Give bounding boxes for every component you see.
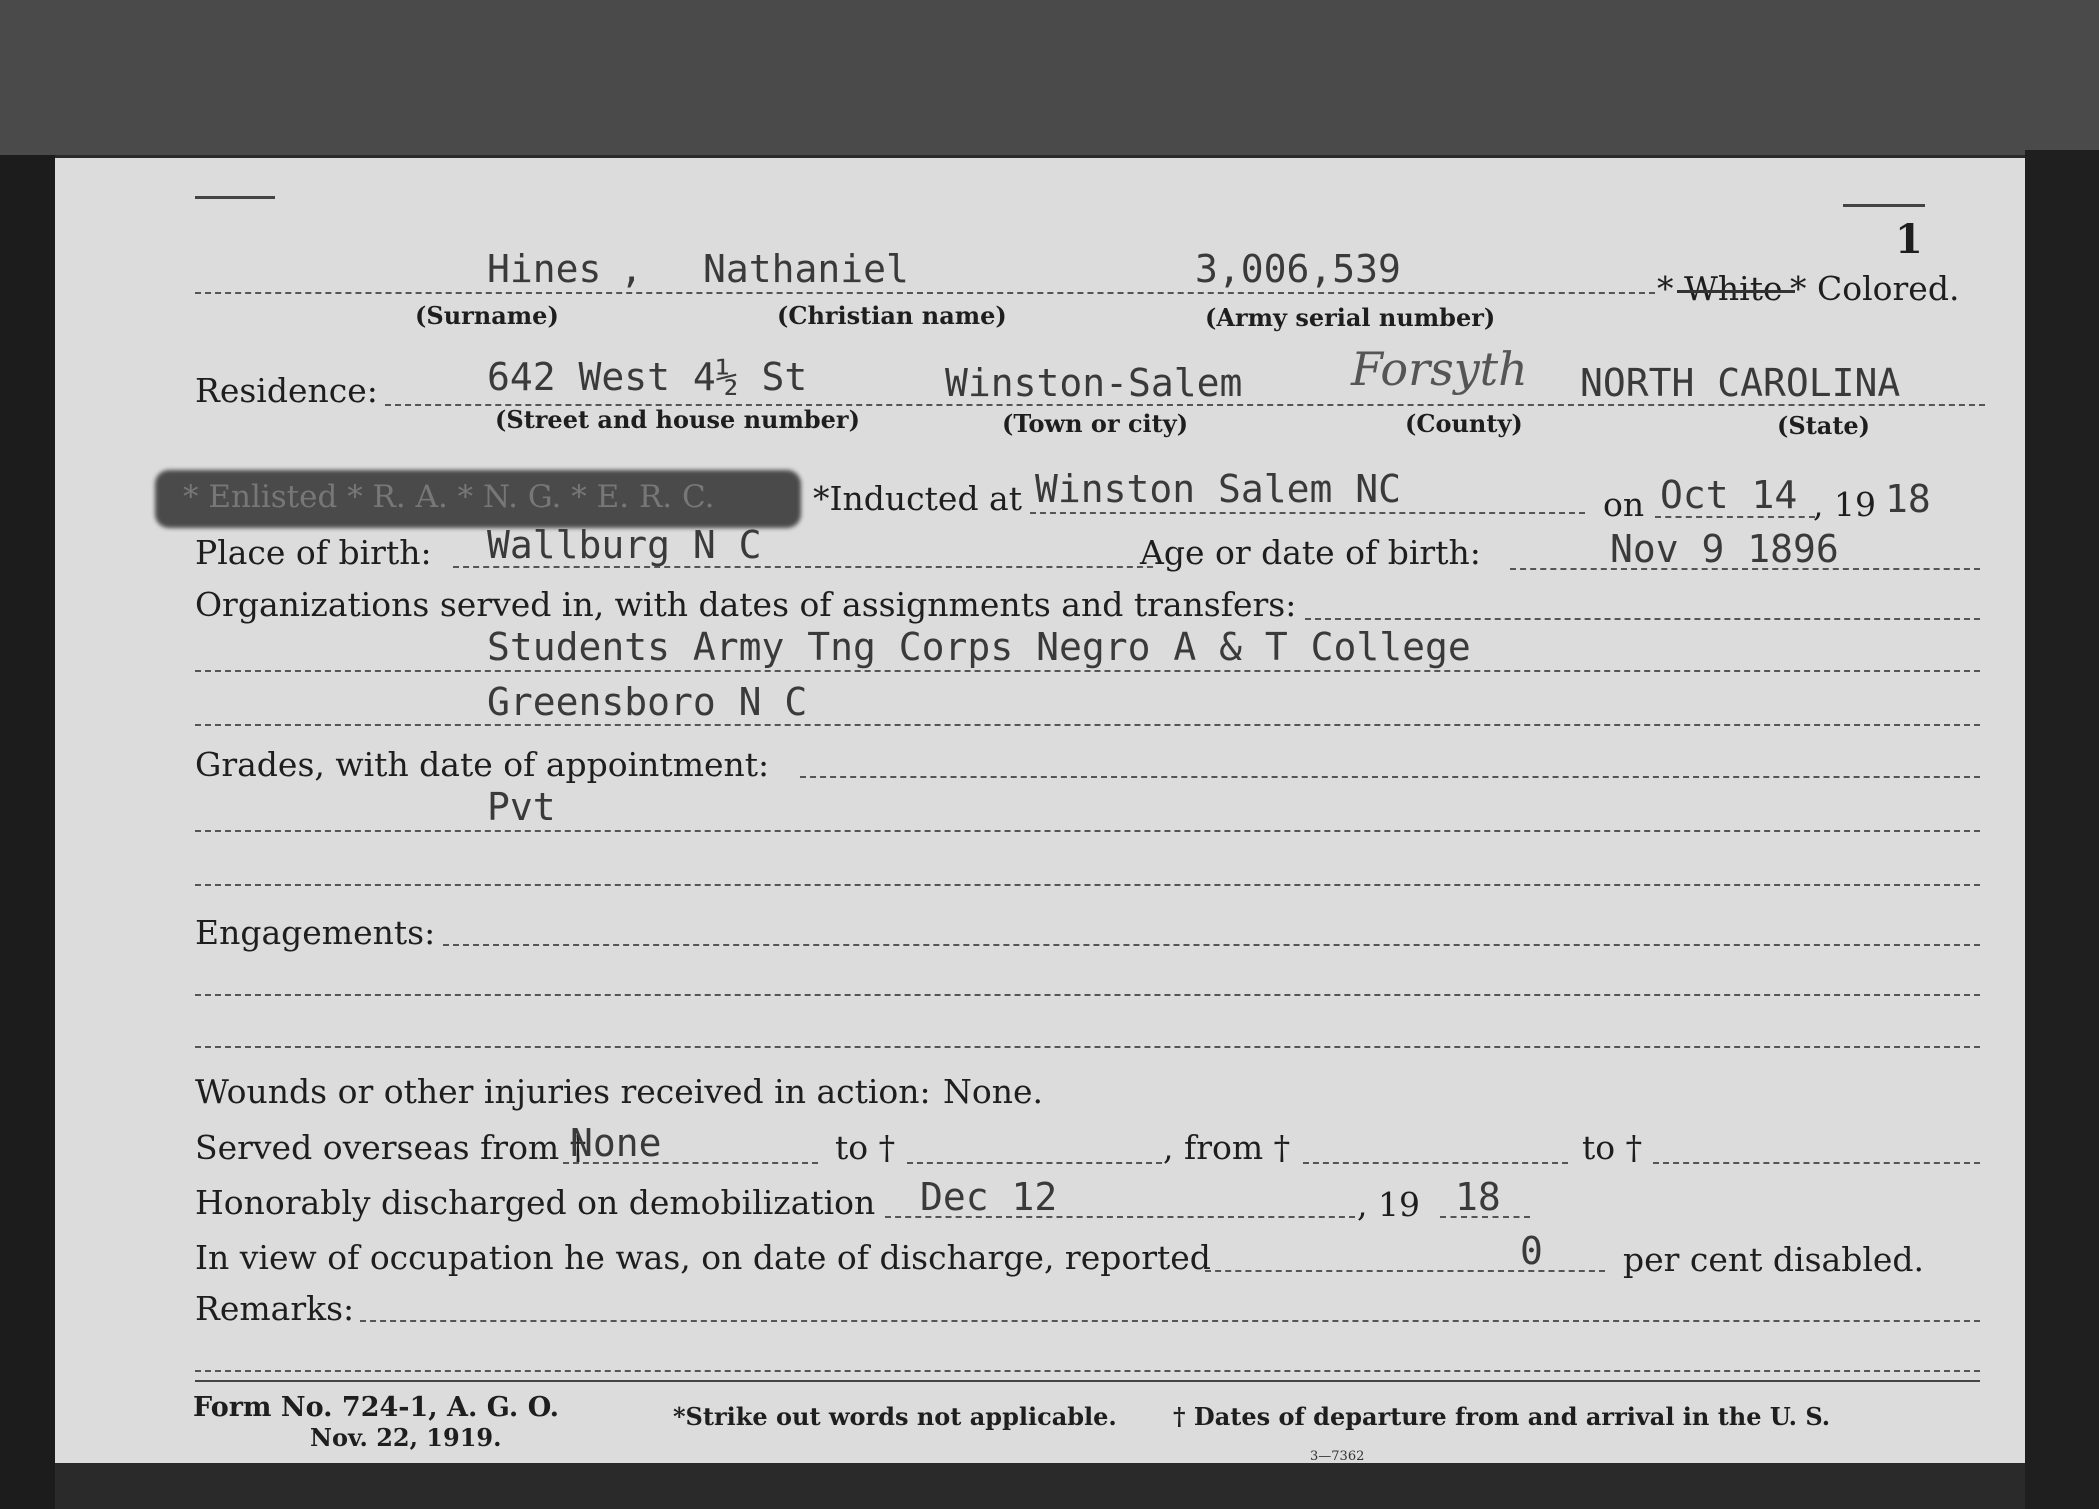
residence-state: NORTH CAROLINA <box>1580 361 1901 405</box>
grades-label: Grades, with date of appointment: <box>195 745 770 784</box>
disability-value: 0 <box>1520 1229 1543 1273</box>
remarks-line-0 <box>360 1320 1980 1322</box>
organizations-value-2: Greensboro N C <box>487 680 808 724</box>
discharge-year-value: 18 <box>1455 1175 1501 1219</box>
county-caption: (County) <box>1405 409 1523 438</box>
place-of-birth-label: Place of birth: <box>195 533 432 572</box>
engagements-label: Engagements: <box>195 913 436 952</box>
organizations-line-1 <box>195 670 1980 672</box>
disability-line <box>1205 1270 1605 1272</box>
christian-name-value: Nathaniel <box>703 247 909 291</box>
scan-background-left <box>0 155 55 1509</box>
overseas-from2-label: , from † <box>1163 1128 1291 1167</box>
scan-background-right <box>2025 150 2099 1509</box>
footer-rule <box>195 1380 1980 1382</box>
engagements-line-1 <box>195 994 1980 996</box>
inducted-place-line <box>1030 512 1585 514</box>
form-date: Nov. 22, 1919. <box>310 1423 502 1452</box>
overseas-to2-label: to † <box>1582 1128 1643 1167</box>
discharge-year-prefix: , 19 <box>1357 1185 1420 1224</box>
enlisted-options-struck: * Enlisted * R. A. * N. G. * E. R. C. <box>183 479 715 515</box>
wounds-value: None. <box>943 1072 1044 1111</box>
discharge-date-value: Dec 12 <box>920 1175 1058 1219</box>
overseas-to-label: to † <box>835 1128 896 1167</box>
residence-town: Winston-Salem <box>945 361 1243 405</box>
inducted-date-value: Oct 14 <box>1660 473 1798 517</box>
remarks-line-1 <box>195 1370 1980 1372</box>
street-caption: (Street and house number) <box>495 405 860 434</box>
race-colored-option: * Colored. <box>1790 269 1960 308</box>
serial-number-caption: (Army serial number) <box>1205 303 1496 332</box>
race-white-strike <box>1677 290 1795 293</box>
organizations-line-2 <box>195 724 1980 726</box>
overseas-from2-line <box>1303 1162 1568 1164</box>
form-number: Form No. 724-1, A. G. O. <box>193 1392 560 1423</box>
inducted-year-prefix: , 19 <box>1813 485 1876 524</box>
top-right-rule <box>1843 204 1925 207</box>
grades-line-2 <box>195 884 1980 886</box>
date-of-birth-value: Nov 9 1896 <box>1610 527 1839 571</box>
organizations-label: Organizations served in, with dates of assignments and transfers: <box>195 585 1297 624</box>
wounds-label: Wounds or other injuries received in action: <box>195 1072 931 1111</box>
residence-label: Residence: <box>195 371 378 410</box>
residence-street: 642 West 4½ St <box>487 355 808 399</box>
organizations-value-1: Students Army Tng Corps Negro A & T College <box>487 625 1471 669</box>
age-label: Age or date of birth: <box>1140 533 1481 572</box>
inducted-at-label: *Inducted at <box>813 479 1022 518</box>
discharge-label: Honorably discharged on demobilization <box>195 1183 876 1222</box>
grades-value: Pvt <box>487 785 556 829</box>
name-line <box>195 292 1655 294</box>
card-number: 1 <box>1895 216 1923 263</box>
service-record-card: 1 Hines , Nathaniel 3,006,539 * White * Colored. (Surname) (Christian name) (Army serial number) Residence: 642 West 4½ St Winston-Salem Forsyth NORTH CAROLINA (Street and house number) (Town or city) (County) (State) * Enlisted * R. A. * N. G. * E. R. C. *Inducted at Winston Salem NC on Oct 14 , 19 18 Place of birth: Wallburg N C Age or date of birth: Nov 9 1896 Organizations served in, with dates of assignments and transfers: Students Army Tng Corps Negro A & T College Greensboro N C Grades, with date of appointment: Pvt Engagements: Wounds or other injuries received in action: None. Served overseas from † None to † , from † to † Honorably discharged on demobilization Dec 12 , 19 18 In view of occupation he was, on date of discharge, reported 0 per cent disabled. Remarks: Form No. 724-1, A. G. O. Nov. 22, 1919. *Strike out words not applicable. † Dates of departure from and arrival in the U. S. 3—7362 <box>55 158 2025 1463</box>
grades-line-0 <box>800 776 1980 778</box>
serial-number-value: 3,006,539 <box>1195 247 1401 291</box>
overseas-to-line <box>907 1162 1162 1164</box>
printer-code: 3—7362 <box>1310 1449 1365 1464</box>
organizations-line-0 <box>1305 618 1980 620</box>
disability-suffix: per cent disabled. <box>1623 1240 1925 1279</box>
engagements-line-2 <box>195 1046 1980 1048</box>
residence-county: Forsyth <box>1351 342 1528 396</box>
remarks-label: Remarks: <box>195 1289 355 1328</box>
surname-caption: (Surname) <box>415 301 559 330</box>
place-of-birth-value: Wallburg N C <box>487 523 762 567</box>
overseas-from-value: None <box>570 1121 662 1165</box>
grades-line-1 <box>195 830 1980 832</box>
state-caption: (State) <box>1777 411 1871 440</box>
christian-name-caption: (Christian name) <box>777 301 1007 330</box>
overseas-to2-line <box>1653 1162 1980 1164</box>
inducted-on-label: on <box>1603 485 1645 524</box>
top-left-rule <box>195 196 275 199</box>
surname-value: Hines <box>487 247 602 291</box>
inducted-place-value: Winston Salem NC <box>1035 467 1402 511</box>
race-white-option: * White <box>1657 269 1783 308</box>
footnote-dates: † Dates of departure from and arrival in the U. S. <box>1173 1402 1831 1431</box>
inducted-year-value: 18 <box>1885 477 1931 521</box>
overseas-from-label: Served overseas from † <box>195 1128 587 1167</box>
engagements-line-0 <box>443 944 1980 946</box>
town-caption: (Town or city) <box>1002 409 1189 438</box>
disability-label: In view of occupation he was, on date of discharge, reported <box>195 1238 1211 1277</box>
scan-background-top <box>0 0 2099 155</box>
footnote-strike-out: *Strike out words not applicable. <box>673 1402 1117 1431</box>
